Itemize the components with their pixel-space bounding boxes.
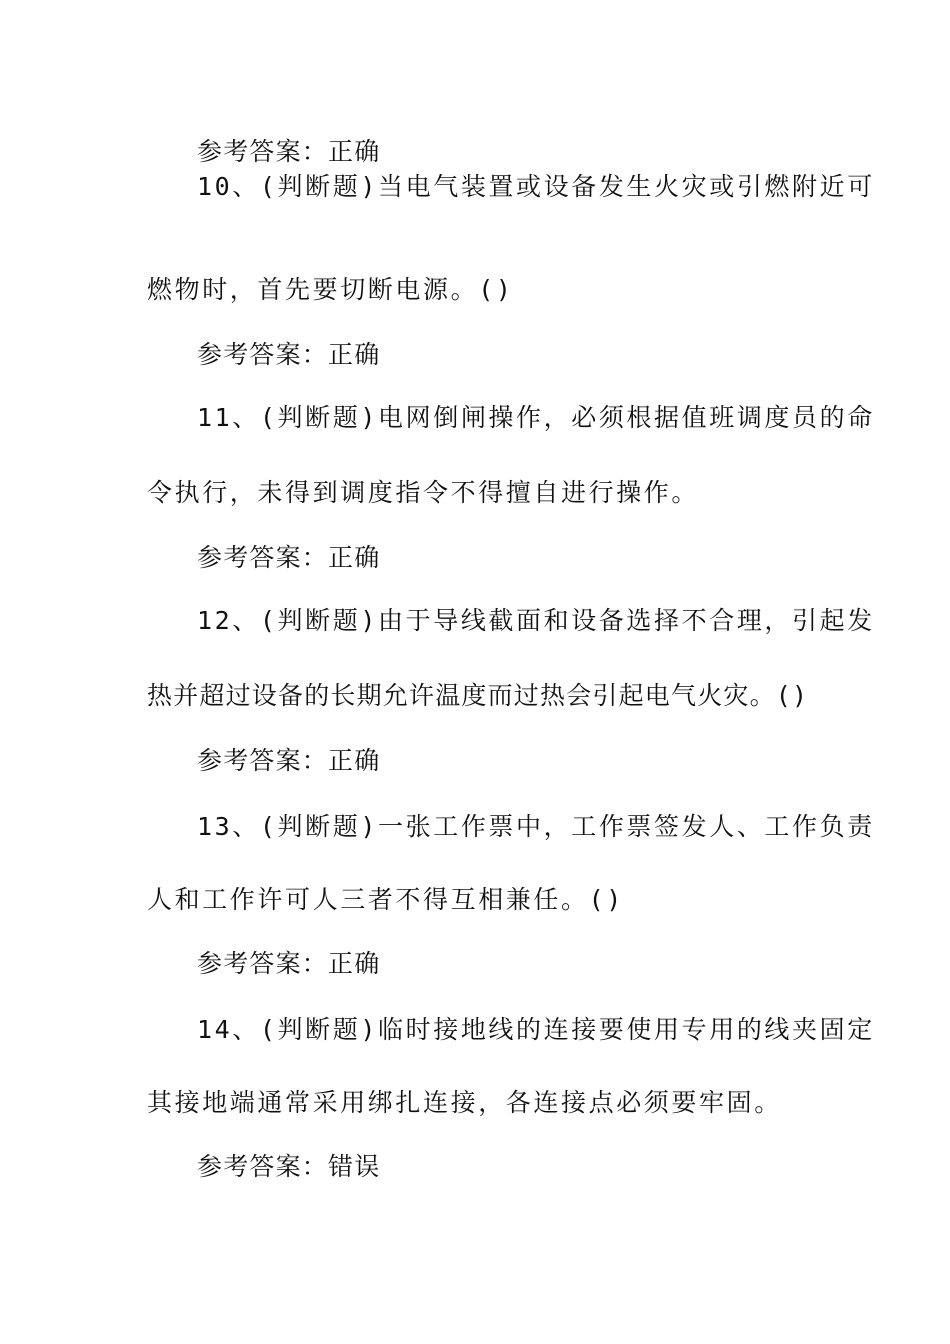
question-number: 12、 [197, 606, 260, 635]
question-first-line [197, 606, 875, 636]
answer-line [197, 1152, 867, 1182]
answer-value: 正确 [328, 543, 381, 572]
answer-line [197, 340, 867, 370]
question-text: 电网倒闸操作，必须根据值班调度员的命 [378, 403, 875, 432]
question-first-line [197, 403, 875, 433]
answer-line [197, 746, 867, 776]
answer-value: 正确 [328, 746, 381, 775]
answer-value: 错误 [328, 1152, 381, 1181]
answer-label: 参考答案： [197, 746, 329, 775]
question-text: 一张工作票中，工作票签发人、工作负责 [378, 812, 875, 841]
answer-label: 参考答案： [197, 1152, 329, 1181]
question-number: 13、 [197, 812, 260, 841]
question-first-line [197, 812, 875, 842]
answer-line [197, 137, 867, 167]
question-type: (判断题) [259, 172, 379, 201]
answer-line [197, 949, 867, 979]
question-type: (判断题) [259, 1015, 379, 1044]
question-type: (判断题) [259, 606, 379, 635]
question-type: (判断题) [259, 812, 379, 841]
answer-value: 正确 [328, 949, 381, 978]
answer-value: 正确 [328, 340, 381, 369]
question-continuation-line: 令执行，未得到调度指令不得擅自进行操作。 [147, 478, 700, 507]
question-continuation-line: 热并超过设备的长期允许温度而过热会引起电气火灾。() [147, 681, 809, 710]
question-text: 由于导线截面和设备选择不合理，引起发 [378, 606, 875, 635]
question-number: 11、 [197, 403, 260, 432]
answer-line [197, 543, 867, 573]
answer-label: 参考答案： [197, 949, 329, 978]
question-number: 10、 [197, 172, 260, 201]
answer-value: 正确 [328, 137, 381, 166]
question-continuation-line: 燃物时，首先要切断电源。() [147, 275, 514, 304]
answer-label: 参考答案： [197, 340, 329, 369]
question-continuation-line: 其接地端通常采用绑扎连接，各连接点必须要牢固。 [147, 1088, 782, 1117]
question-first-line [197, 1015, 875, 1045]
question-text: 临时接地线的连接要使用专用的线夹固定 [378, 1015, 875, 1044]
question-text: 当电气装置或设备发生火灾或引燃附近可 [378, 172, 875, 201]
question-continuation-line: 人和工作许可人三者不得互相兼任。() [147, 885, 624, 914]
answer-label: 参考答案： [197, 543, 329, 572]
question-first-line [197, 172, 875, 202]
question-number: 14、 [197, 1015, 260, 1044]
question-type: (判断题) [259, 403, 379, 432]
answer-label: 参考答案： [197, 137, 329, 166]
